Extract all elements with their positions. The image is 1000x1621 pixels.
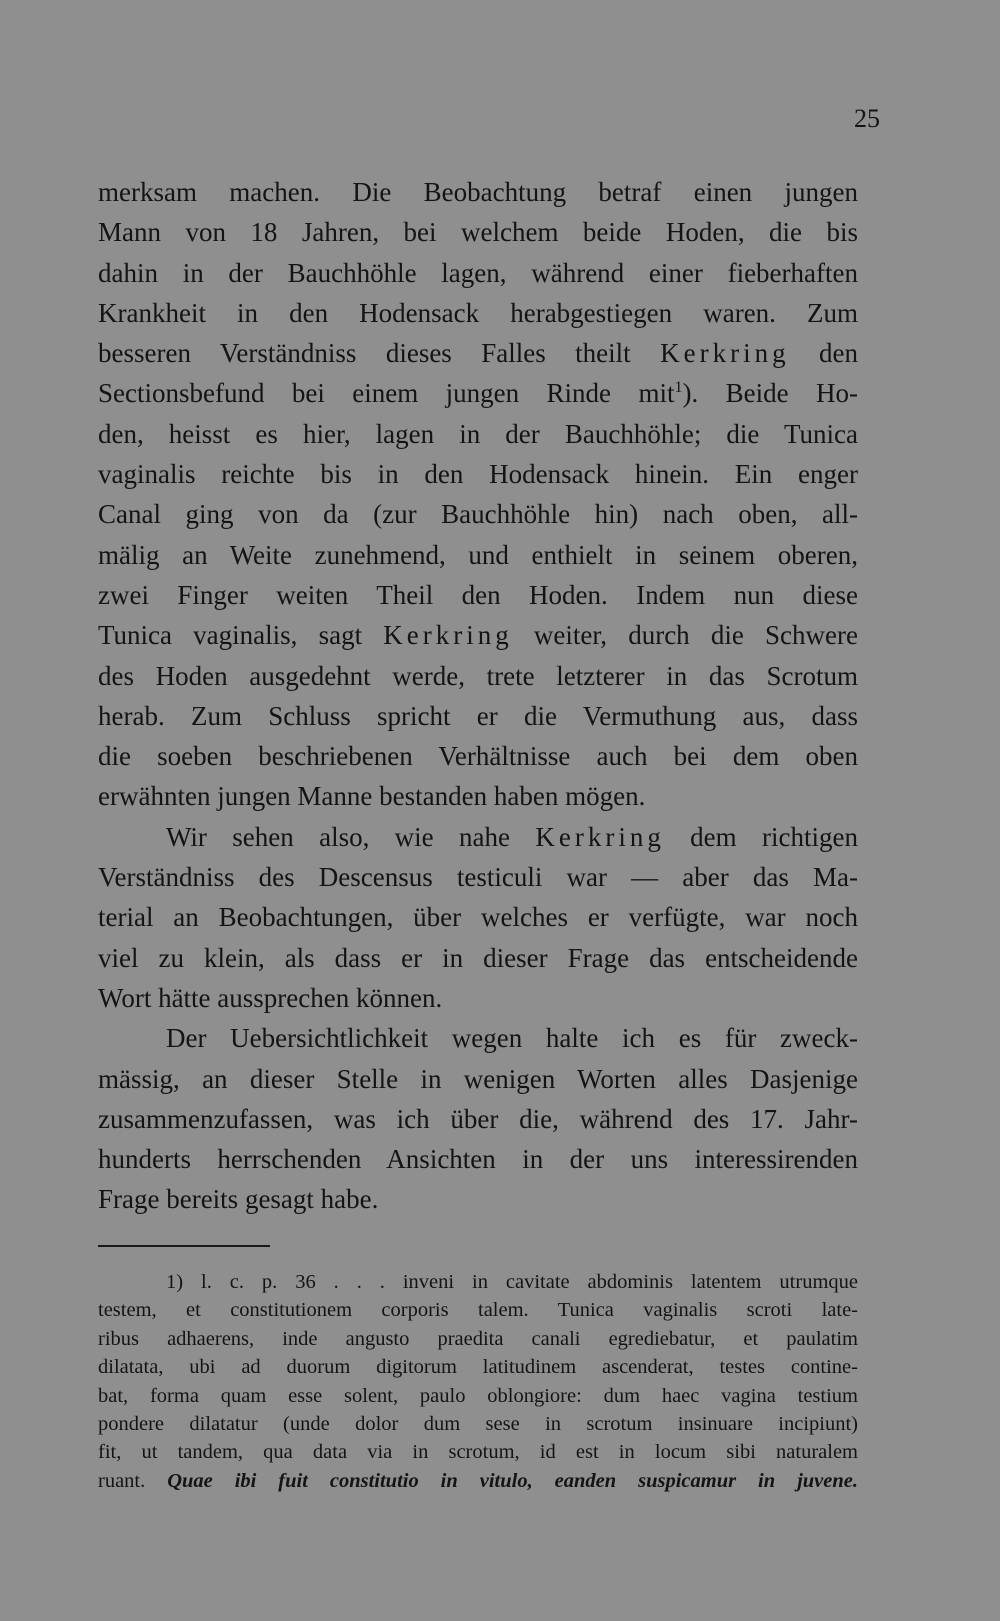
text-line: Wort hätte aussprechen können. <box>98 982 443 1013</box>
text-line: herab. Zum Schluss spricht er die Vermuthung aus, dass <box>98 700 858 731</box>
text-line: mässig, an dieser Stelle in wenigen Worten alles Dasjenige <box>98 1063 858 1094</box>
text-line: die soeben beschriebenen Verhältnisse auch bei dem oben <box>98 741 858 772</box>
text-line: besseren Verständniss dieses Falles theilt Kerkring den <box>98 338 858 369</box>
footnote-line: pondere dilatatur (unde dolor dum sese in scrotum insinuare incipiunt) <box>98 1412 858 1435</box>
body-text <box>98 172 858 1220</box>
text-line: zusammenzufassen, was ich über die, während des 17. Jahr- <box>98 1103 858 1134</box>
text-line: zwei Finger weiten Theil den Hoden. Indem nun diese <box>98 579 858 610</box>
text-line: Sectionsbefund bei einem jungen Rinde mit$^1$). Beide Ho- <box>98 378 858 409</box>
text-line: dahin in der Bauchhöhle lagen, während einer fieberhaften <box>98 257 858 288</box>
text-line: Tunica vaginalis, sagt Kerkring weiter, durch die Schwere <box>98 620 858 651</box>
footnote <box>98 1268 858 1495</box>
text-line: Krankheit in den Hodensack herabgestiegen waren. Zum <box>98 297 858 328</box>
author-name-spaced: Kerkring <box>535 821 665 852</box>
text-line: Mann von 18 Jahren, bei welchem beide Hoden, die bis <box>98 217 858 248</box>
footnote-line: bat, forma quam esse solent, paulo oblongiore: dum haec vagina testium <box>98 1384 858 1407</box>
text-line: Canal ging von da (zur Bauchhöhle hin) nach oben, all- <box>98 499 858 530</box>
text-line: des Hoden ausgedehnt werde, trete letzterer in das Scrotum <box>98 660 858 691</box>
text-line: terial an Beobachtungen, über welches er verfügte, war noch <box>98 902 858 933</box>
page-number: 25 <box>854 104 880 133</box>
text-line: Der Uebersichtlichkeit wegen halte ich es für zweck- <box>166 1023 858 1054</box>
footnote-line: dilatata, ubi ad duorum digitorum latitudinem ascenderat, testes contine- <box>98 1356 858 1379</box>
text-line: den, heisst es hier, lagen in der Bauchhöhle; die Tunica <box>98 418 858 449</box>
footnote-line: ribus adhaerens, inde angusto praedita canali egrediebatur, et paulatim <box>98 1327 858 1350</box>
footnote-line: 1) l. c. p. 36 . . . inveni in cavitate abdominis latentem utrumque <box>166 1271 858 1293</box>
text-line: Wir sehen also, wie nahe Kerkring dem richtigen <box>166 821 858 852</box>
text-line: hunderts herrschenden Ansichten in der uns interessirenden <box>98 1144 858 1175</box>
footnote-line: ruant. Quae ibi fuit constitutio in vitulo, eanden suspicamur in juvene. <box>98 1469 858 1492</box>
text-line: Verständniss des Descensus testiculi war — aber das Ma- <box>98 862 858 893</box>
text-line: merksam machen. Die Beobachtung betraf einen jungen <box>98 177 858 207</box>
text-line: Frage bereits gesagt habe. <box>98 1184 379 1215</box>
text-line: mälig an Weite zunehmend, und enthielt in seinem oberen, <box>98 539 858 570</box>
footnote-italic-quote: Quae ibi fuit constitutio in vitulo, eanden suspicamur in juvene. <box>167 1469 858 1492</box>
footnote-line: fit, ut tandem, qua data via in scrotum, id est in locum sibi naturalem <box>98 1441 858 1464</box>
text-line: erwähnten jungen Manne bestanden haben mögen. <box>98 781 646 812</box>
footnote-line: testem, et constitutionem corporis talem. Tunica vaginalis scroti late- <box>98 1299 858 1322</box>
footnote-divider <box>98 1245 270 1247</box>
text-line: viel zu klein, als dass er in dieser Frage das entscheidende <box>98 942 858 973</box>
text-line: vaginalis reichte bis in den Hodensack hinein. Ein enger <box>98 459 858 490</box>
footnote-marker: 1 <box>674 379 683 397</box>
author-name-spaced: Kerkring <box>660 338 790 369</box>
author-name-spaced: Kerkring <box>383 620 513 651</box>
